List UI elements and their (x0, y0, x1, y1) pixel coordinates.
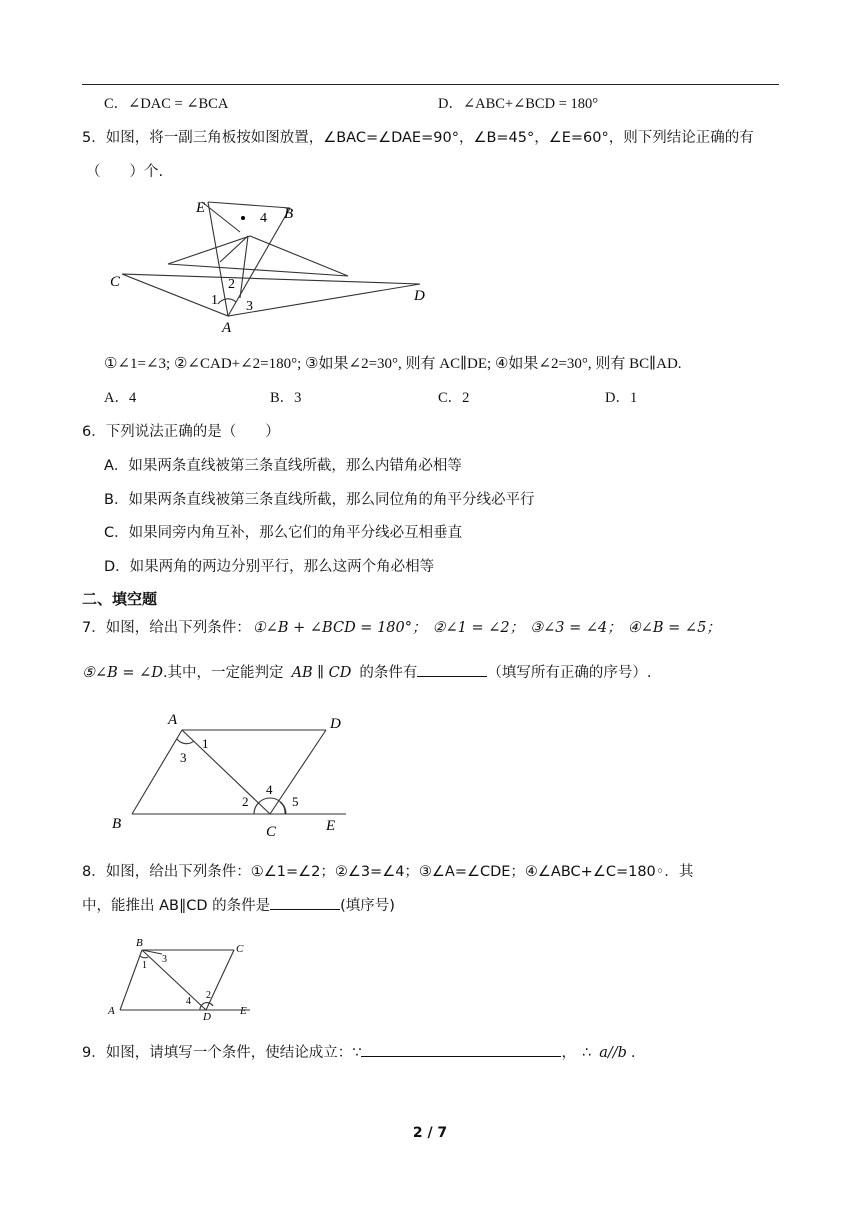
q7-label-3: 3 (180, 750, 187, 765)
q7-label-1: 1 (202, 736, 209, 751)
q7-label-4: 4 (266, 782, 273, 797)
q5-label-e: E (196, 200, 206, 216)
q5-label-3: 3 (246, 299, 253, 314)
header-rule (82, 84, 779, 85)
q8-label-4: 4 (186, 996, 191, 1007)
q7-condition-2: ②∠1 = ∠2； (432, 620, 525, 636)
q9-separator: ， (561, 1045, 576, 1061)
q7-label-2: 2 (242, 794, 249, 809)
q7-line2 (82, 662, 651, 683)
q7-label-e: E (326, 818, 336, 834)
q5-label-d: D (414, 288, 425, 304)
q5-label-a: A (222, 320, 232, 336)
q7-label-d: D (330, 716, 341, 732)
q5-stem-line1: 5．如图，将一副三角板按如图放置，∠BAC=∠DAE=90°，∠B=45°，∠E=60°，则下列结论正确的有 (82, 130, 754, 146)
q6-option-d: D．如果两角的两边分别平行，那么这两个角必相等 (104, 559, 435, 575)
q7-ab-cd: AB ∥ CD (291, 665, 352, 681)
page-number: 2 / 7 (412, 1125, 448, 1141)
q5-outer-triangle (122, 274, 420, 316)
q7-condition-4: ④∠B = ∠5； (627, 620, 721, 636)
q5-inner-hollow (168, 236, 348, 276)
q6-option-c: C．如果同旁内角互补，那么它们的角平分线必互相垂直 (104, 525, 463, 541)
q8-label-b: B (136, 937, 143, 949)
q6-stem: 6．下列说法正确的是（ ） (82, 424, 280, 440)
q7-answer-blank[interactable] (417, 662, 487, 677)
q5-label-c: C (110, 274, 121, 290)
q9-answer-blank[interactable] (361, 1042, 561, 1057)
q9-line (82, 1042, 636, 1063)
section-title: 二、填空题 (82, 590, 158, 608)
q5-option-a: A．4 (104, 390, 137, 406)
q5-label-1: 1 (211, 293, 218, 308)
q8-answer-blank[interactable] (270, 895, 340, 910)
q8-label-a: A (108, 1005, 115, 1017)
q7-line1 (82, 618, 721, 638)
q5-statements: ①∠1=∠3; ②∠CAD+∠2=180°; ③如果∠2=30°, 则有 AC∥DE; ④如果∠2=30°, 则有 BC∥AD. (104, 356, 682, 372)
q5-stem-line2: （ ）个. (86, 164, 164, 180)
q7-label-5: 5 (292, 794, 299, 809)
q8-tail-text: (填序号) (340, 898, 395, 914)
q6-option-a: A．如果两条直线被第三条直线所截，那么内错角必相等 (104, 458, 462, 474)
q5-option-d: D．1 (605, 390, 638, 406)
q9-therefore: ∴ (581, 1045, 592, 1061)
q6-option-b: B．如果两条直线被第三条直线所截，那么同位角的角平分线必平行 (104, 492, 535, 508)
q5-label-2: 2 (228, 277, 235, 292)
q7-label-a: A (168, 712, 178, 728)
q8-label-e: E (240, 1005, 247, 1017)
q7-condition-5: ⑤∠B = ∠D (82, 665, 163, 681)
q5-option-b: B．3 (270, 390, 302, 406)
q8-label-c: C (236, 943, 244, 955)
q9-period: . (630, 1045, 636, 1061)
q7-tail-text: 的条件有 (359, 665, 418, 681)
q8-figure (106, 936, 256, 1022)
q8-head-text: 中，能推出 AB∥CD 的条件是 (82, 898, 271, 914)
q7-mid-text: .其中，一定能判定 (162, 665, 284, 681)
q7-label-b: B (112, 816, 122, 832)
q8-label-2: 2 (206, 990, 211, 1001)
q7-condition-3: ③∠3 = ∠4； (530, 620, 622, 636)
q7-prefix: 7．如图，给出下列条件： (82, 620, 251, 636)
q9-head-text: 9．如图，请填写一个条件，使结论成立：∵ (82, 1045, 362, 1061)
q4-option-d: D．∠ABC+∠BCD = 180° (438, 96, 599, 112)
q5-figure (100, 192, 440, 338)
q8-label-1: 1 (142, 960, 147, 971)
q7-figure (104, 706, 354, 840)
q7-condition-1: ①∠B + ∠BCD = 180°； (252, 620, 427, 636)
q8-label-3: 3 (162, 954, 167, 965)
q9-conclusion: a//b (599, 1045, 627, 1061)
q7-label-c: C (266, 824, 277, 840)
q5-label-b: B (284, 206, 294, 222)
q8-line1: 8．如图，给出下列条件：①∠1=∠2；②∠3=∠4；③∠A=∠CDE；④∠ABC+∠C=180◦．其 (82, 864, 694, 880)
q4-option-c: C．∠DAC = ∠BCA (104, 96, 229, 112)
q5-label-4: 4 (260, 211, 267, 226)
q5-option-c: C．2 (438, 390, 470, 406)
q8-label-d: D (203, 1011, 211, 1022)
q8-line2 (82, 895, 395, 916)
q7-end-text: （填写所有正确的序号）. (487, 665, 652, 681)
